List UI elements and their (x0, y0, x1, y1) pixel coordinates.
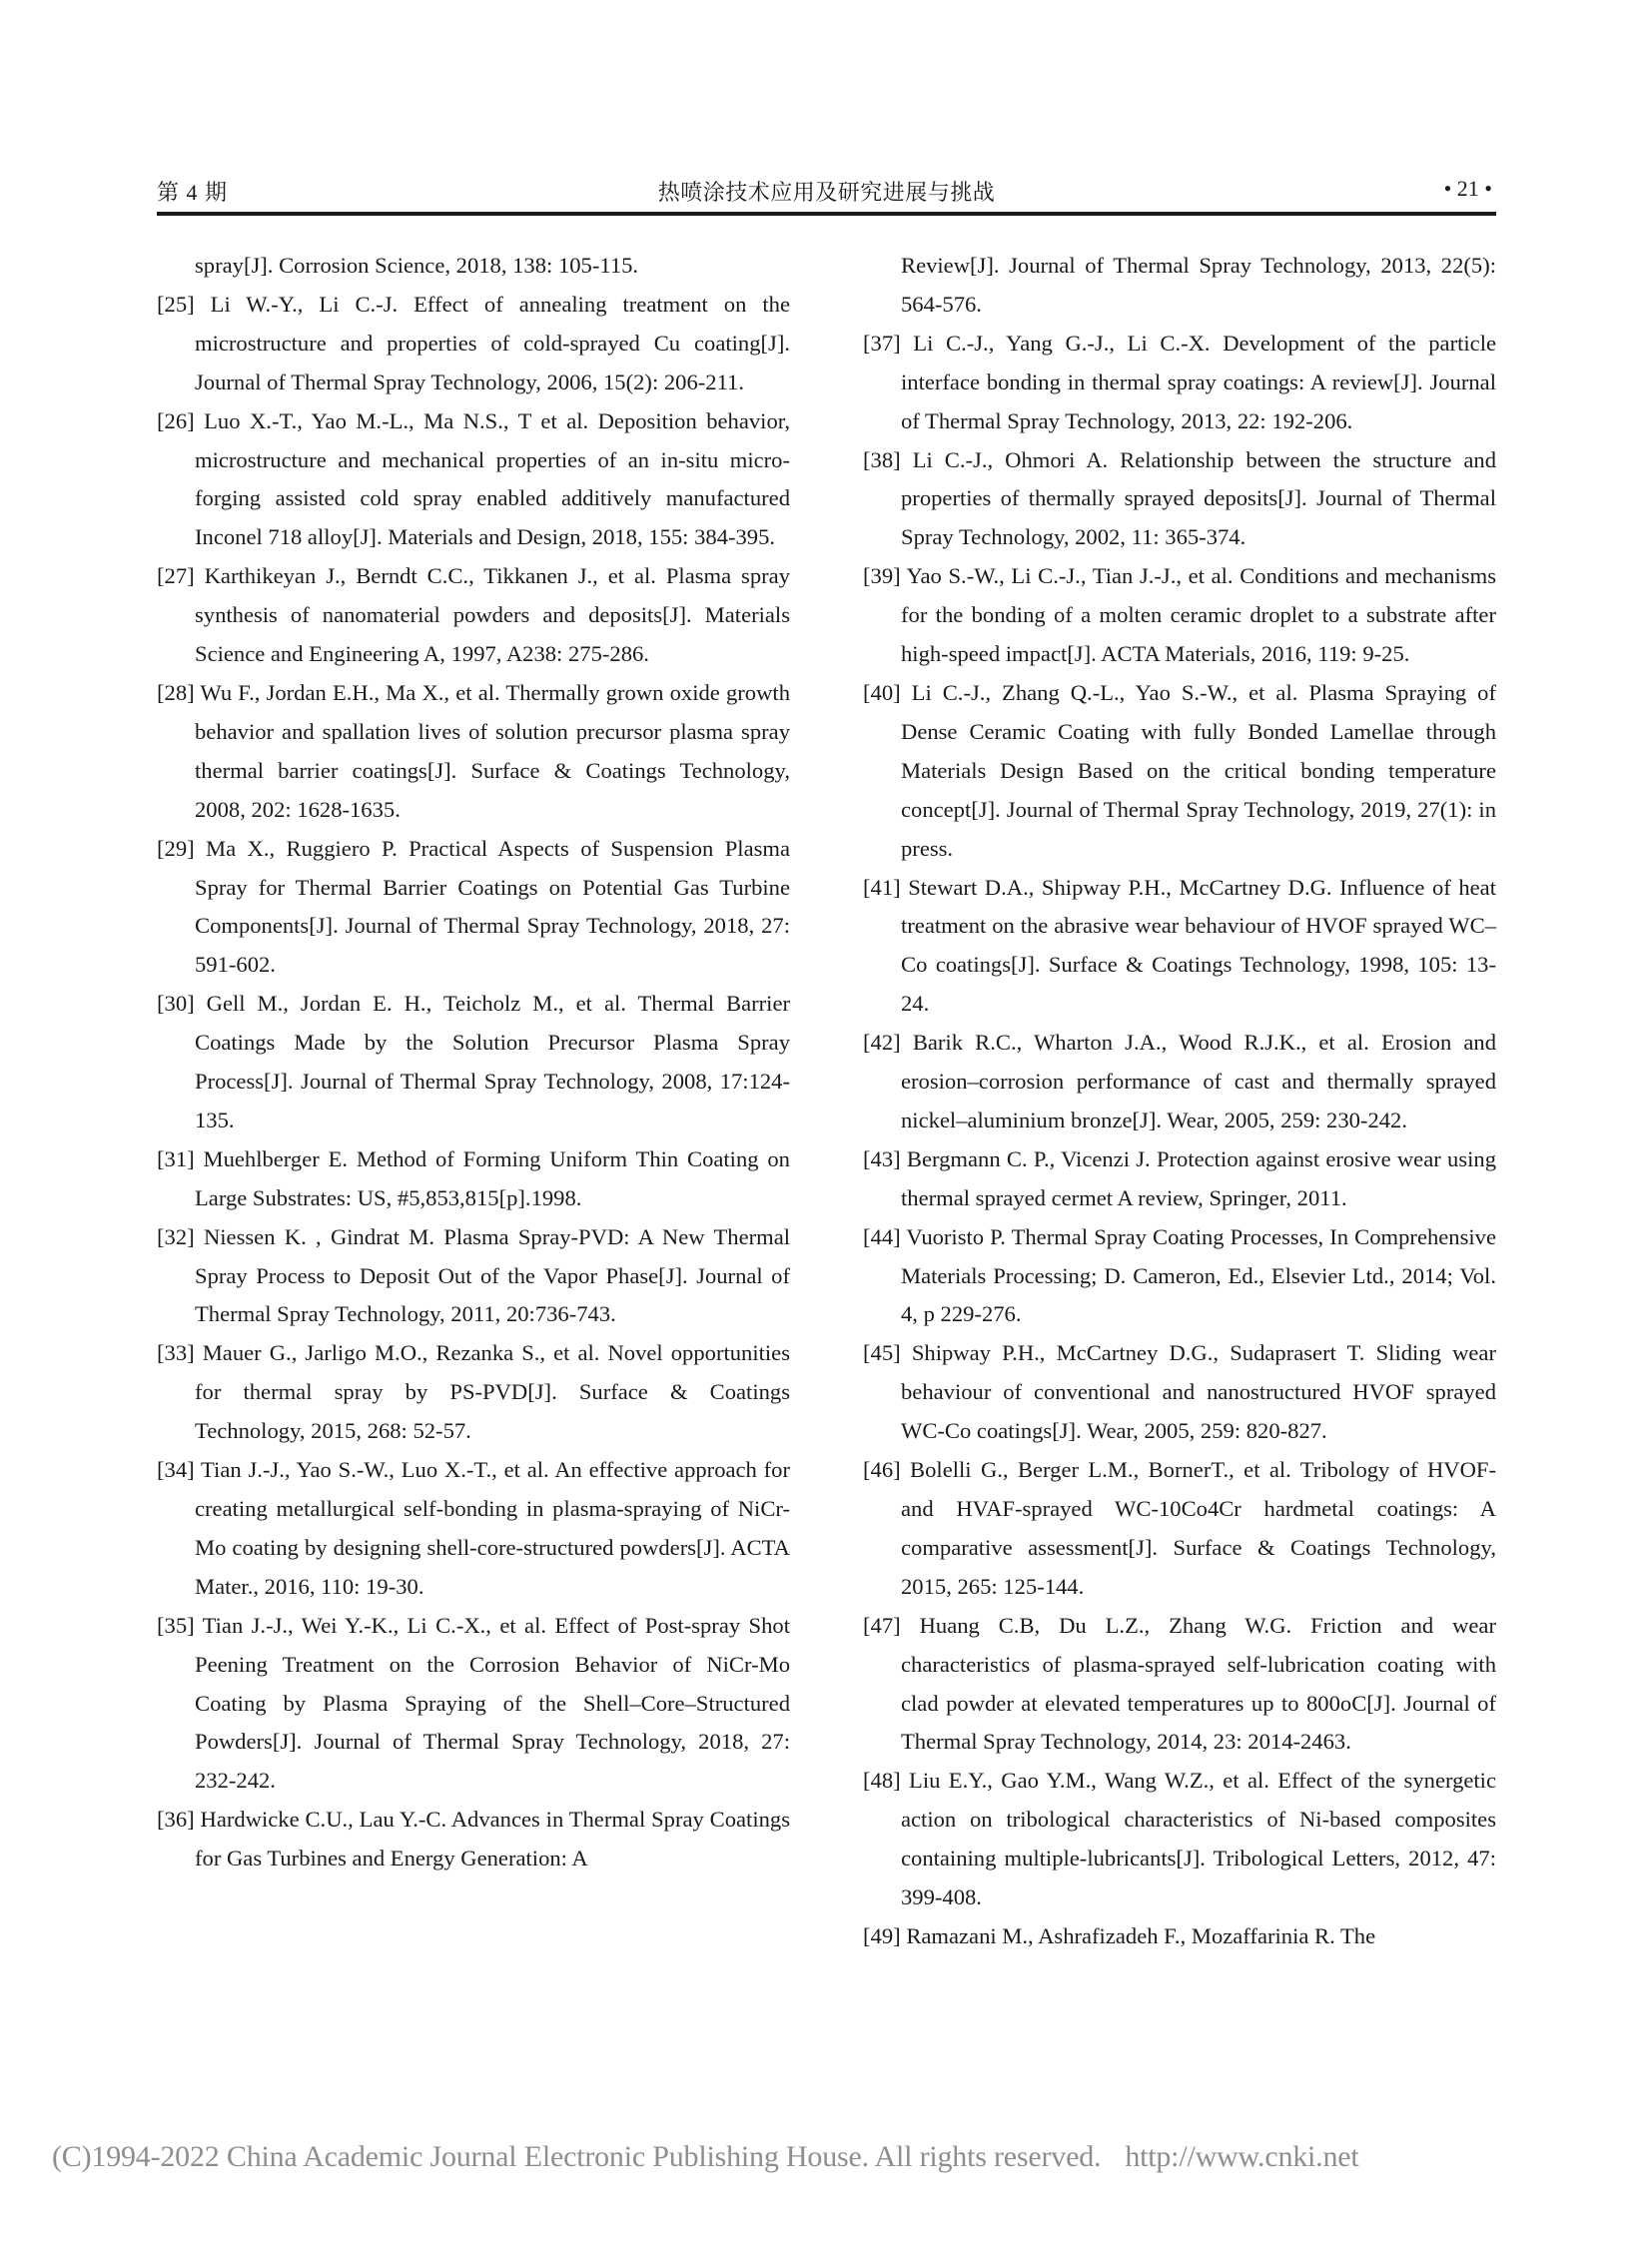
reference-item (863, 1607, 1496, 1763)
reference-number: [40] (863, 679, 901, 705)
reference-item (863, 325, 1496, 441)
header-rule (157, 212, 1496, 216)
reference-number: [28] (157, 679, 195, 705)
reference-item (863, 1334, 1496, 1451)
reference-item (157, 1607, 790, 1802)
reference-item (157, 247, 790, 286)
reference-item (157, 674, 790, 830)
reference-item (863, 674, 1496, 869)
reference-item (157, 830, 790, 986)
reference-text: Mauer G., Jarligo M.O., Rezanka S., et al. Novel opportunities for thermal spray by PS-PVD[J]. Surface & Coatings Technology, 2015, 268: 52-57. (195, 1340, 790, 1444)
reference-number: [49] (863, 1922, 901, 1948)
reference-number: [26] (157, 407, 195, 433)
reference-number: [32] (157, 1223, 195, 1249)
reference-item (157, 1451, 790, 1607)
references-left-column (157, 247, 790, 1878)
reference-text: Liu E.Y., Gao Y.M., Wang W.Z., et al. Effect of the synergetic action on tribological characteristics of Ni-based composites containing multiple-lubricants[J]. Tribological Letters, 2012, 47: 399-408. (901, 1768, 1496, 1910)
running-header (157, 176, 1496, 214)
reference-text: Tian J.-J., Yao S.-W., Luo X.-T., et al. An effective approach for creating metallurgical self-bonding in plasma-spraying of NiCr-Mo coating by designing shell-core-structured powders[J]. ACTA Mater., 2016, 110: 19-30. (195, 1457, 790, 1599)
reference-text: Li C.-J., Yang G.-J., Li C.-X. Development of the particle interface bonding in thermal spray coatings: A review[J]. Journal of Thermal Spray Technology, 2013, 22: 192-206. (901, 330, 1496, 433)
reference-text: Ramazani M., Ashrafizadeh F., Mozaffarinia R. The (906, 1922, 1376, 1948)
reference-number: [35] (157, 1612, 195, 1638)
cnki-link[interactable]: http://www.cnki.net (1125, 2140, 1359, 2173)
reference-item (863, 557, 1496, 674)
reference-item (157, 1218, 790, 1335)
reference-text: Barik R.C., Wharton J.A., Wood R.J.K., et al. Erosion and erosion–corrosion performance of cast and thermally sprayed nickel–aluminium bronze[J]. Wear, 2005, 259: 230-242. (901, 1030, 1497, 1132)
reference-text: Bolelli G., Berger L.M., BornerT., et al. Tribology of HVOF- and HVAF-sprayed WC-10Co4Cr hardmetal coatings: A comparative assessment[J]. Surface & Coatings Technology, 2015, 265: 125-144. (901, 1457, 1496, 1599)
reference-text: spray[J]. Corrosion Science, 2018, 138: 105-115. (195, 253, 639, 278)
reference-item (157, 1140, 790, 1218)
reference-number: [34] (157, 1457, 195, 1483)
reference-number: [44] (863, 1223, 901, 1249)
reference-number: [43] (863, 1145, 901, 1171)
reference-number: [29] (157, 835, 195, 861)
reference-text: Tian J.-J., Wei Y.-K., Li C.-X., et al. Effect of Post-spray Shot Peening Treatment on the Corrosion Behavior of NiCr-Mo Coating by Plasma Spraying of the Shell–Core–Structured Powders[J]. Journal of Thermal Spray Technology, 2018, 27: 232-242. (195, 1612, 790, 1794)
reference-text: Ma X., Ruggiero P. Practical Aspects of Suspension Plasma Spray for Thermal Barrier Coatings on Potential Gas Turbine Components[J]. Journal of Thermal Spray Technology, 2018, 27: 591-602. (195, 835, 790, 978)
reference-item (863, 1451, 1496, 1607)
reference-item (863, 441, 1496, 558)
reference-text: Wu F., Jordan E.H., Ma X., et al. Thermally grown oxide growth behavior and spallation lives of solution precursor plasma spray thermal barrier coatings[J]. Surface & Coatings Technology, 2008, 202: 1628-1635. (195, 679, 790, 822)
reference-text: Bergmann C. P., Vicenzi J. Protection against erosive wear using thermal sprayed cermet A review, Springer, 2011. (901, 1145, 1496, 1210)
running-title: 热喷涂技术应用及研究进展与挑战 (657, 180, 996, 205)
reference-number: [48] (863, 1768, 901, 1794)
copyright-text: (C)1994-2022 China Academic Journal Electronic Publishing House. All rights reserved. (52, 2140, 1102, 2173)
reference-item (157, 1801, 790, 1878)
reference-text: Yao S.-W., Li C.-J., Tian J.-J., et al. Conditions and mechanisms for the bonding of a molten ceramic droplet to a substrate after high-speed impact[J]. ACTA Materials, 2016, 119: 9-25. (901, 563, 1496, 667)
page-number: • 21 • (1443, 176, 1492, 201)
reference-item (863, 869, 1496, 1025)
reference-number: [27] (157, 563, 195, 589)
reference-number: [37] (863, 330, 901, 356)
reference-number: [31] (157, 1145, 195, 1171)
issue-number: 第 4 期 (157, 180, 229, 205)
reference-number: [38] (863, 446, 901, 472)
reference-item (863, 247, 1496, 325)
reference-text: Gell M., Jordan E. H., Teicholz M., et al. Thermal Barrier Coatings Made by the Solution Precursor Plasma Spray Process[J]. Journal of Thermal Spray Technology, 2008, 17:124-135. (195, 991, 790, 1132)
reference-item (157, 557, 790, 674)
reference-number: [39] (863, 563, 901, 589)
reference-item (157, 1334, 790, 1451)
reference-text: Shipway P.H., McCartney D.G., Sudaprasert T. Sliding wear behaviour of conventional and nanostructured HVOF sprayed WC-Co coatings[J]. Wear, 2005, 259: 820-827. (901, 1340, 1496, 1444)
reference-number: [30] (157, 991, 195, 1017)
reference-item (157, 286, 790, 402)
references-right-column (863, 247, 1496, 1956)
reference-text: Review[J]. Journal of Thermal Spray Technology, 2013, 22(5): 564-576. (901, 253, 1496, 317)
reference-number: [46] (863, 1457, 901, 1483)
reference-text: Stewart D.A., Shipway P.H., McCartney D.G. Influence of heat treatment on the abrasive wear behaviour of HVOF sprayed WC–Co coatings[J]. Surface & Coatings Technology, 1998, 105: 13-24. (901, 874, 1496, 1017)
reference-item (863, 1762, 1496, 1917)
reference-text: Li C.-J., Ohmori A. Relationship between the structure and properties of thermally sprayed deposits[J]. Journal of Thermal Spray Technology, 2002, 11: 365-374. (901, 446, 1497, 550)
reference-item (863, 1024, 1496, 1140)
copyright-footer (52, 2140, 1450, 2174)
reference-text: Li C.-J., Zhang Q.-L., Yao S.-W., et al. Plasma Spraying of Dense Ceramic Coating with fully Bonded Lamellae through Materials Design Based on the critical bonding temperature concept[J]. Journal of Thermal Spray Technology, 2019, 27(1): in press. (901, 679, 1496, 861)
reference-item (157, 985, 790, 1140)
reference-text: Niessen K. , Gindrat M. Plasma Spray-PVD: A New Thermal Spray Process to Deposit Out of the Vapor Phase[J]. Journal of Thermal Spray Technology, 2011, 20:736-743. (195, 1223, 790, 1327)
reference-text: Hardwicke C.U., Lau Y.-C. Advances in Thermal Spray Coatings for Gas Turbines and Energy Generation: A (195, 1807, 790, 1871)
reference-number: [36] (157, 1807, 195, 1833)
reference-number: [25] (157, 291, 195, 317)
reference-text: Vuoristo P. Thermal Spray Coating Processes, In Comprehensive Materials Processing; D. Cameron, Ed., Elsevier Ltd., 2014; Vol. 4, p 229-276. (901, 1223, 1496, 1327)
reference-text: Muehlberger E. Method of Forming Uniform Thin Coating on Large Substrates: US, #5,853,815[p].1998. (195, 1145, 790, 1210)
reference-item (863, 1917, 1496, 1956)
reference-number: [42] (863, 1030, 901, 1056)
reference-number: [41] (863, 874, 901, 900)
reference-item (157, 402, 790, 558)
reference-text: Huang C.B, Du L.Z., Zhang W.G. Friction and wear characteristics of plasma-sprayed self-lubrication coating with clad powder at elevated temperatures up to 800oC[J]. Journal of Thermal Spray Technology, 2014, 23: 2014-2463. (901, 1612, 1496, 1755)
reference-text: Luo X.-T., Yao M.-L., Ma N.S., T et al. Deposition behavior, microstructure and mechanical properties of an in-situ micro-forging assisted cold spray enabled additively manufactured Inconel 718 alloy[J]. Materials and Design, 2018, 155: 384-395. (195, 407, 791, 550)
reference-text: Karthikeyan J., Berndt C.C., Tikkanen J., et al. Plasma spray synthesis of nanomaterial powders and deposits[J]. Materials Science and Engineering A, 1997, A238: 275-286. (195, 563, 790, 667)
reference-number: [47] (863, 1612, 901, 1638)
reference-number: [45] (863, 1340, 901, 1366)
reference-item (863, 1140, 1496, 1218)
reference-text: Li W.-Y., Li C.-J. Effect of annealing treatment on the microstructure and properties of cold-sprayed Cu coating[J]. Journal of Thermal Spray Technology, 2006, 15(2): 206-211. (195, 291, 790, 394)
reference-number: [33] (157, 1340, 195, 1366)
reference-item (863, 1218, 1496, 1335)
